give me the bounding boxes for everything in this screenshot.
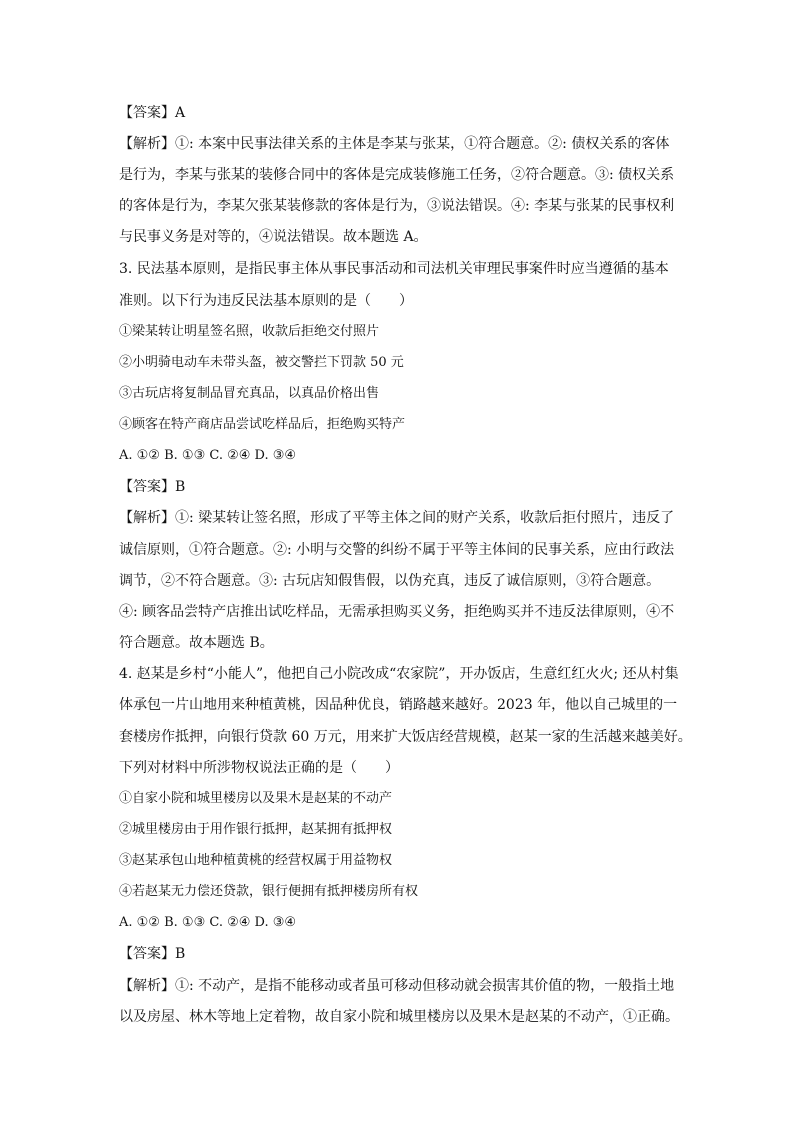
analysis-line: 是行为，李某与张某的装修合同中的客体是完成装修施工任务，②符合题意。③: 债权关系: [119, 167, 675, 183]
analysis-line: 与民事义务是对等的，④说法错误。故本题选 A。: [119, 229, 428, 245]
question-4-item: ③赵某承包山地种植黄桃的经营权属于用益物权: [119, 853, 393, 868]
analysis-line: 符合题意。故本题选 B。: [119, 635, 274, 651]
question-4-stem: 下列对材料中所涉物权说法正确的是（ ）: [119, 760, 399, 776]
question-4-choices: A. ①② B. ①③ C. ②④ D. ③④: [119, 915, 297, 930]
question-4-stem: 体承包一片山地用来种植黄桃，因品种优良，销路越来越好。2023 年，他以自己城里的一: [119, 697, 678, 713]
question-4-item: ④若赵某无力偿还贷款，银行便拥有抵押楼房所有权: [119, 884, 419, 899]
question-3-item: ①梁某转让明星签名照，收款后拒绝交付照片: [119, 324, 380, 339]
question-4-stem: 4. 赵某是乡村“小能人”，他把自己小院改成“农家院”，开办饭店，生意红红火火; 还从村集: [119, 666, 679, 682]
question-3-item: ③古玩店将复制品冒充真品，以真品价格出售: [119, 386, 380, 401]
analysis-line: 诚信原则，①符合题意。②: 小明与交警的纠纷不属于平等主体间的民事关系，应由行政法: [119, 542, 675, 558]
analysis-line: 【解析】①: 不动产，是指不能移动或者虽可移动但移动就会损害其价值的物，一般指土地: [119, 978, 675, 994]
question-3-item: ②小明骑电动车未带头盔，被交警拦下罚款 50 元: [119, 355, 404, 370]
question-3-choices: A. ①② B. ①③ C. ②④ D. ③④: [119, 448, 297, 463]
analysis-line: 调节，②不符合题意。③: 古玩店知假售假，以伪充真，违反了诚信原则，③符合题意。: [119, 573, 661, 589]
answer-line-2: 【答案】A: [119, 105, 186, 121]
question-3-stem: 3. 民法基本原则，是指民事主体从事民事活动和司法机关审理民事案件时应当遵循的基本: [119, 261, 669, 277]
answer-line-4: 【答案】B: [119, 946, 186, 962]
analysis-line: 【解析】①: 梁某转让签名照，形成了平等主体之间的财产关系，收款后拒付照片，违反了: [119, 510, 675, 526]
question-4-item: ①自家小院和城里楼房以及果木是赵某的不动产: [119, 791, 393, 806]
analysis-line: 的客体是行为，李某欠张某装修款的客体是行为，③说法错误。④: 李某与张某的民事权利: [119, 198, 675, 214]
answer-line-3: 【答案】B: [119, 479, 186, 495]
analysis-line: 【解析】①: 本案中民事法律关系的主体是李某与张某，①符合题意。②: 债权关系的客体: [119, 136, 670, 152]
analysis-line: 以及房屋、林木等地上定着物，故自家小院和城里楼房以及果木是赵某的不动产，①正确。: [119, 1009, 679, 1025]
analysis-line: ④: 顾客品尝特产店推出试吃样品，无需承担购买义务，拒绝购买并不违反法律原则，④不: [119, 604, 675, 620]
question-4-item: ②城里楼房由于用作银行抵押，赵某拥有抵押权: [119, 822, 393, 837]
question-3-stem: 准则。以下行为违反民法基本原则的是（ ）: [119, 293, 413, 309]
question-3-item: ④顾客在特产商店品尝试吃样品后，拒绝购买特产: [119, 417, 406, 432]
question-4-stem: 套楼房作抵押，向银行贷款 60 万元，用来扩大饭店经营规模，赵某一家的生活越来越美好。: [119, 729, 692, 745]
